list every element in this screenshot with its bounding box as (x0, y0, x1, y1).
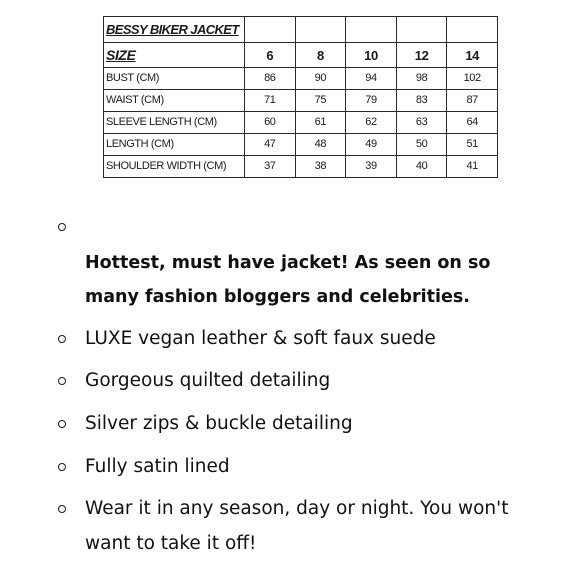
table-cell: 71 (245, 90, 296, 112)
table-cell: 48 (295, 134, 346, 156)
table-cell: 83 (396, 90, 447, 112)
list-item-line-1: Wear it in any season, day or night. You won't (85, 498, 509, 519)
list-item: LUXE vegan leather & soft faux suede (85, 328, 436, 349)
list-item-line-2: want to take it off! (85, 533, 257, 554)
table-cell: 38 (295, 156, 346, 178)
size-header-cell: 6 (245, 43, 296, 68)
table-cell: 40 (396, 156, 447, 178)
table-cell: 86 (245, 68, 296, 90)
table-cell: 49 (346, 134, 397, 156)
table-cell: 102 (447, 68, 498, 90)
table-cell: 75 (295, 90, 346, 112)
headline-line-1: Hottest, must have jacket! As seen on so (85, 253, 491, 273)
size-header-cell: 14 (447, 43, 498, 68)
bullet-icon (58, 463, 66, 471)
table-cell: 62 (346, 112, 397, 134)
table-cell: 41 (447, 156, 498, 178)
size-header-cell: 10 (346, 43, 397, 68)
bullet-icon (58, 223, 66, 231)
table-cell: 50 (396, 134, 447, 156)
row-label: LENGTH (CM) (104, 134, 245, 156)
list-item: Silver zips & buckle detailing (85, 413, 353, 434)
bullet-icon (58, 420, 66, 428)
table-cell: 64 (447, 112, 498, 134)
table-cell: 87 (447, 90, 498, 112)
bullet-icon (58, 505, 66, 513)
table-cell: 90 (295, 68, 346, 90)
bullet-icon (58, 377, 66, 385)
row-label: BUST (CM) (104, 68, 245, 90)
table-cell: 98 (396, 68, 447, 90)
row-label: SHOULDER WIDTH (CM) (104, 156, 245, 178)
table-cell: 39 (346, 156, 397, 178)
row-label: WAIST (CM) (104, 90, 245, 112)
table-cell: 79 (346, 90, 397, 112)
row-label: SLEEVE LENGTH (CM) (104, 112, 245, 134)
list-item: Fully satin lined (85, 456, 230, 477)
size-header-cell: 12 (396, 43, 447, 68)
table-cell: 61 (295, 112, 346, 134)
size-chart-title: BESSY BIKER JACKET (106, 21, 239, 37)
list-item: Gorgeous quilted detailing (85, 370, 331, 391)
table-cell: 60 (245, 112, 296, 134)
table-cell: 47 (245, 134, 296, 156)
table-cell: 63 (396, 112, 447, 134)
size-label: SIZE (106, 46, 136, 63)
size-header-cell: 8 (295, 43, 346, 68)
table-cell: 37 (245, 156, 296, 178)
table-cell: 94 (346, 68, 397, 90)
bullet-icon (58, 335, 66, 343)
headline-line-2: many fashion bloggers and celebrities. (85, 287, 470, 307)
table-cell: 51 (447, 134, 498, 156)
